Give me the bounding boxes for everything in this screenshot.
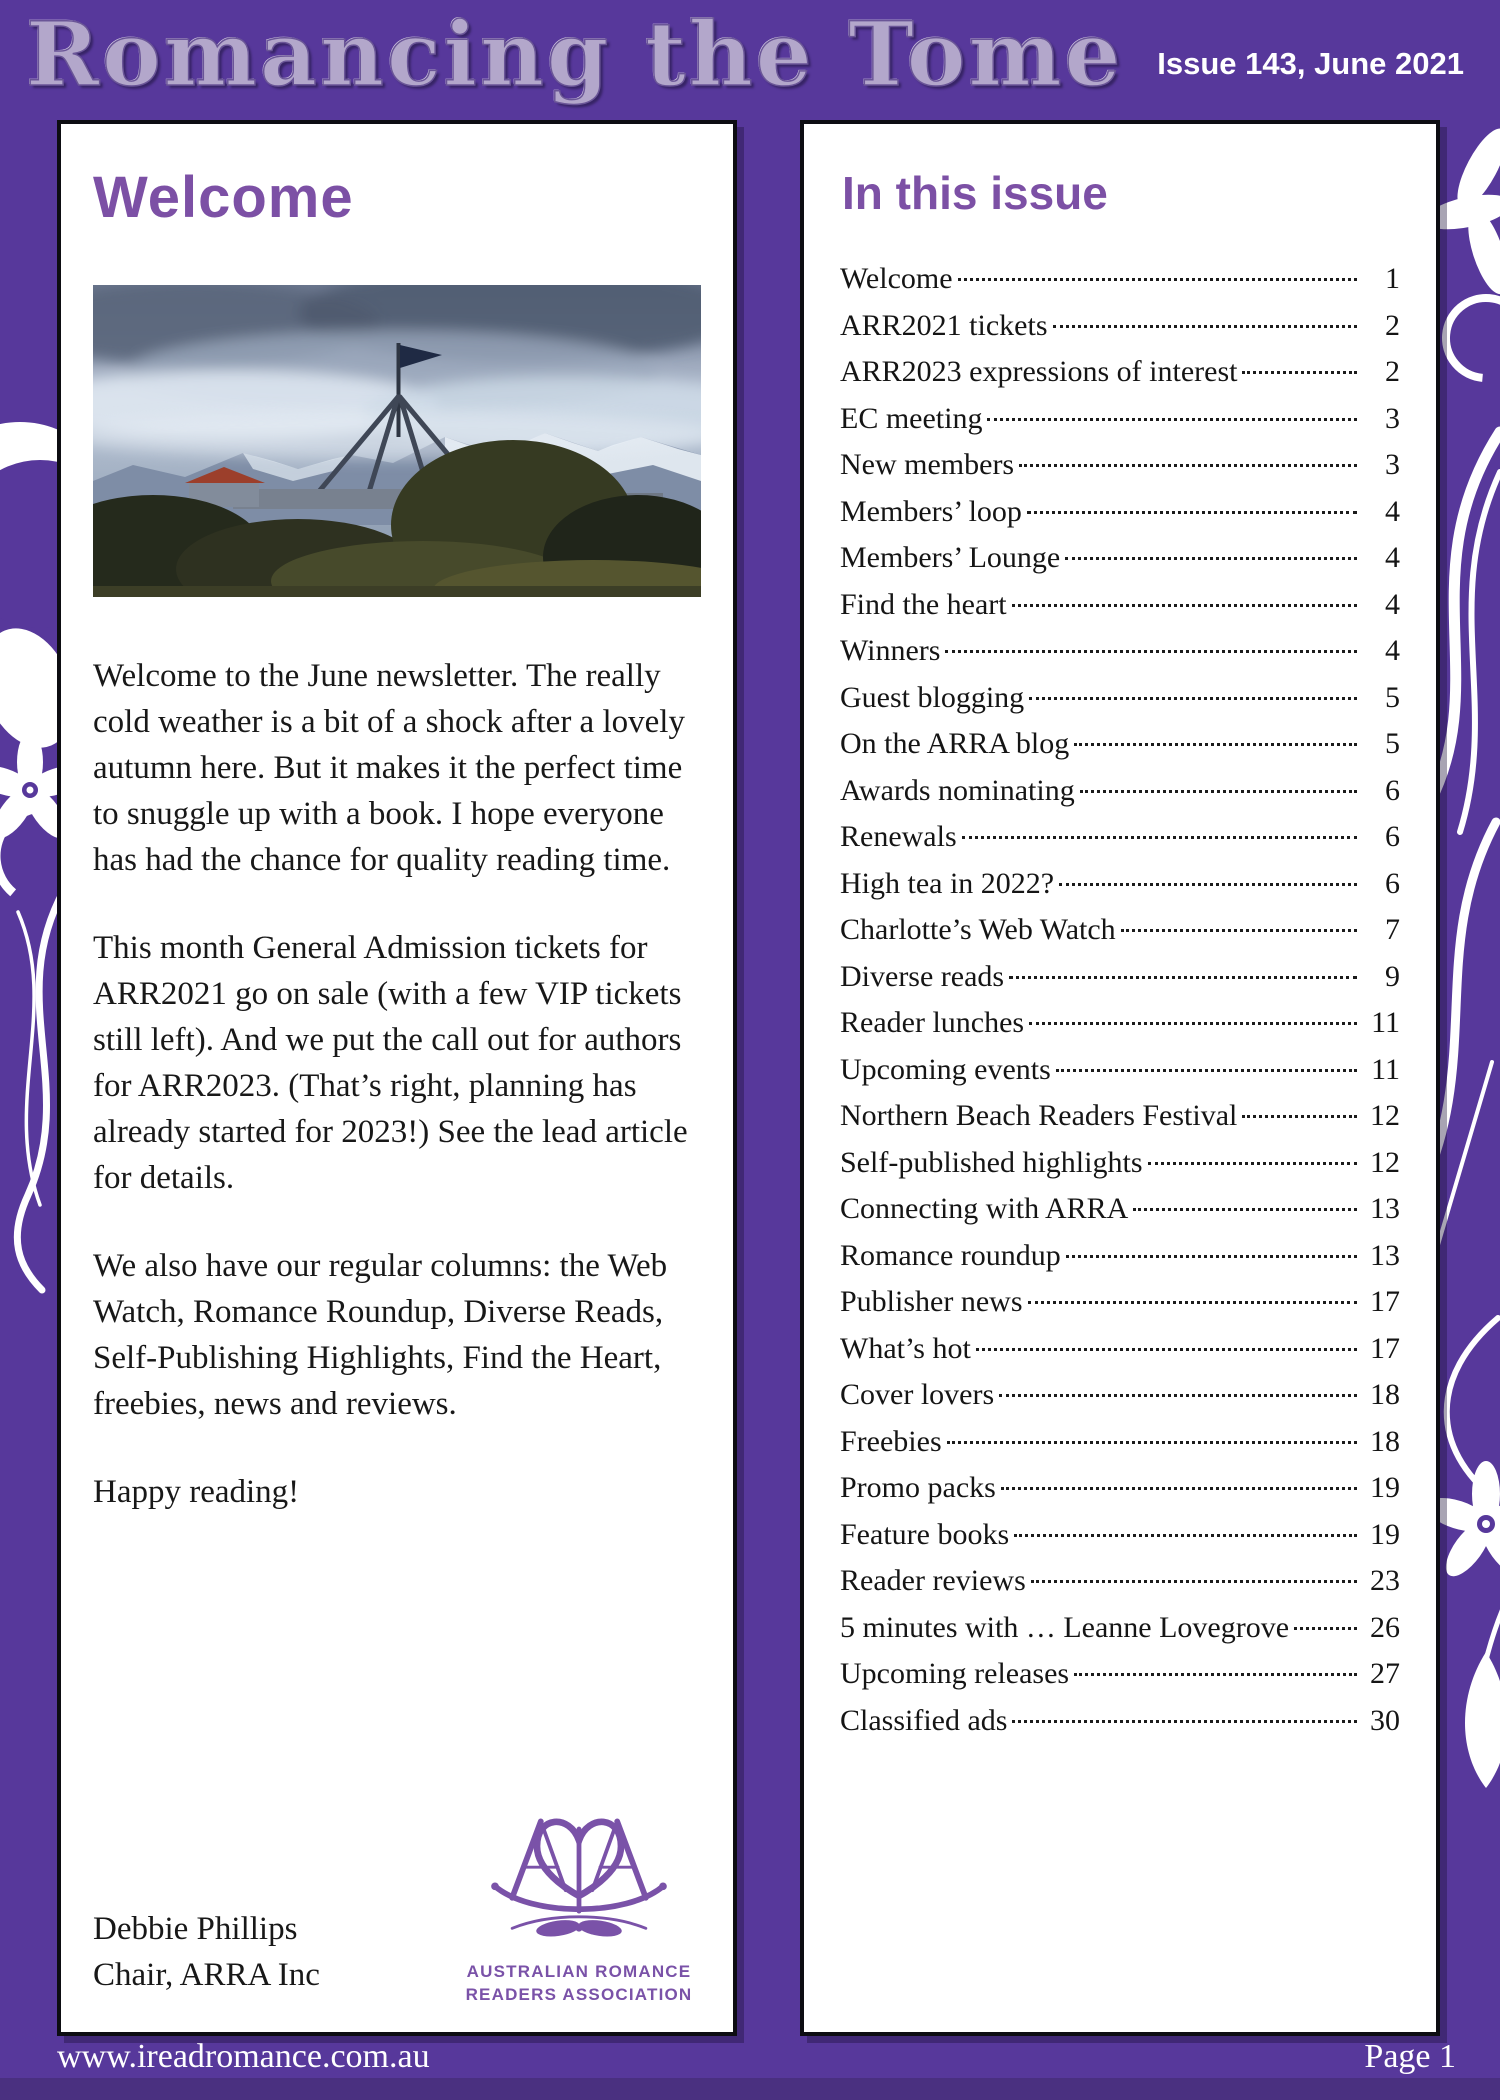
toc-entry-label: Reader lunches <box>840 1006 1025 1039</box>
toc-entry-page: 6 <box>1385 866 1400 900</box>
toc-entry-label: Members’ Lounge <box>840 541 1061 574</box>
arra-logo-caption: AUSTRALIAN ROMANCE READERS ASSOCIATION <box>465 1962 693 2004</box>
toc-entry-label: Cover lovers <box>840 1378 995 1411</box>
toc-entry-label: Guest blogging <box>840 680 1025 714</box>
toc-entry-label: Charlotte’s Web Watch <box>840 913 1116 946</box>
toc-entry-label: 5 minutes with … Leanne Lovegrove <box>840 1610 1290 1644</box>
toc-entry[interactable] <box>840 402 1400 449</box>
toc-leader-dots <box>945 650 1357 653</box>
toc-entry-page: 3 <box>1385 401 1400 435</box>
toc-entry-page: 7 <box>1385 913 1400 946</box>
bottom-edge-strip <box>0 2078 1500 2100</box>
toc-entry-page: 26 <box>1370 1610 1400 1644</box>
toc-entry-label: Classified ads <box>840 1703 1008 1737</box>
toc-entry[interactable] <box>840 1657 1400 1704</box>
toc-entry-page: 6 <box>1385 773 1400 807</box>
toc-leader-dots <box>1080 790 1357 793</box>
toc-entry-label: Find the heart <box>840 587 1007 621</box>
toc-entry-label: Welcome <box>840 262 953 295</box>
toc-leader-dots <box>1133 1208 1357 1211</box>
footer-page-number: Page 1 <box>1364 2038 1456 2075</box>
toc-entry[interactable] <box>840 1285 1400 1332</box>
toc-leader-dots <box>1121 929 1357 932</box>
toc-entry-label: New members <box>840 448 1015 481</box>
toc-entry-page: 6 <box>1385 820 1400 853</box>
toc-leader-dots <box>1014 1534 1357 1537</box>
newsletter-title: Romancing the Tome <box>26 2 1124 106</box>
toc-entry[interactable] <box>840 1611 1400 1658</box>
toc-entry-label: On the ARRA blog <box>840 727 1070 760</box>
toc-entry[interactable] <box>840 681 1400 728</box>
toc-entry-page: 13 <box>1370 1192 1400 1225</box>
toc-entry-label: ARR2021 tickets <box>840 308 1048 342</box>
toc-entry-label: Promo packs <box>840 1471 996 1504</box>
toc-leader-dots <box>1065 557 1357 560</box>
toc-entry-label: Self-published highlights <box>840 1145 1143 1179</box>
toc-entry-page: 1 <box>1385 262 1400 295</box>
toc-leader-dots <box>1242 1115 1357 1118</box>
toc-entry-page: 4 <box>1385 634 1400 667</box>
toc-entry-page: 12 <box>1370 1145 1400 1179</box>
toc-entry-page: 5 <box>1385 727 1400 760</box>
welcome-heading: Welcome <box>93 165 354 230</box>
toc-entry-label: High tea in 2022? <box>840 866 1055 900</box>
toc-entry-page: 11 <box>1371 1006 1400 1039</box>
toc-leader-dots <box>1028 1301 1358 1304</box>
arra-monogram-icon <box>474 1797 684 1947</box>
toc-leader-dots <box>1012 1720 1357 1723</box>
toc-entry-label: What’s hot <box>840 1331 971 1365</box>
toc-entry-page: 12 <box>1370 1099 1400 1132</box>
toc-leader-dots <box>1242 371 1357 374</box>
toc-entry-page: 18 <box>1370 1424 1400 1458</box>
toc-list <box>840 262 1400 1750</box>
toc-entry-label: Feature books <box>840 1517 1010 1551</box>
toc-leader-dots <box>958 278 1357 281</box>
toc-entry-page: 17 <box>1370 1285 1400 1318</box>
toc-column <box>800 120 1440 2036</box>
toc-entry[interactable] <box>840 1704 1400 1751</box>
toc-entry[interactable] <box>840 960 1400 1007</box>
toc-entry-label: Diverse reads <box>840 959 1005 993</box>
toc-entry-page: 4 <box>1385 494 1400 528</box>
toc-entry-label: Winners <box>840 634 941 667</box>
toc-entry-page: 4 <box>1385 541 1400 574</box>
toc-entry-label: Connecting with ARRA <box>840 1192 1129 1225</box>
toc-entry-page: 4 <box>1385 587 1400 621</box>
parliament-house-photo <box>93 285 701 597</box>
toc-entry-page: 2 <box>1385 308 1400 342</box>
toc-entry-page: 11 <box>1371 1052 1400 1086</box>
toc-leader-dots <box>1066 1255 1357 1258</box>
toc-entry[interactable] <box>840 355 1400 402</box>
toc-entry-label: Reader reviews <box>840 1564 1026 1597</box>
toc-leader-dots <box>1031 1580 1357 1583</box>
toc-entry[interactable] <box>840 1332 1400 1379</box>
toc-leader-dots <box>1056 1069 1357 1072</box>
toc-leader-dots <box>1001 1487 1357 1490</box>
toc-entry-page: 13 <box>1370 1238 1400 1272</box>
toc-entry[interactable] <box>840 634 1400 681</box>
welcome-column <box>57 120 737 2036</box>
toc-entry-label: Publisher news <box>840 1285 1023 1318</box>
toc-entry[interactable] <box>840 1425 1400 1472</box>
toc-leader-dots <box>1009 976 1357 979</box>
toc-heading: In this issue <box>842 167 1108 219</box>
footer-website-link[interactable]: www.ireadromance.com.au <box>57 2038 430 2075</box>
toc-entry[interactable] <box>840 1378 1400 1425</box>
toc-entry[interactable] <box>840 541 1400 588</box>
toc-leader-dots <box>1294 1627 1357 1630</box>
toc-entry[interactable] <box>840 1006 1400 1053</box>
toc-entry-page: 2 <box>1385 355 1400 388</box>
welcome-paragraph: Happy reading! <box>93 1474 300 1510</box>
toc-entry[interactable] <box>840 913 1400 960</box>
toc-entry[interactable] <box>840 820 1400 867</box>
toc-entry-label: EC meeting <box>840 401 983 435</box>
toc-entry-page: 30 <box>1370 1703 1400 1737</box>
toc-entry-label: Northern Beach Readers Festival <box>840 1099 1238 1132</box>
toc-entry[interactable] <box>840 1564 1400 1611</box>
toc-leader-dots <box>1148 1162 1358 1165</box>
toc-entry-label: Awards nominating <box>840 773 1075 807</box>
toc-entry[interactable] <box>840 1518 1400 1565</box>
toc-leader-dots <box>1012 604 1357 607</box>
toc-leader-dots <box>962 836 1357 839</box>
toc-leader-dots <box>1053 325 1358 328</box>
toc-entry[interactable] <box>840 867 1400 914</box>
toc-leader-dots <box>1059 883 1357 886</box>
toc-entry-label: Upcoming releases <box>840 1657 1070 1690</box>
signature-name: Debbie Phillips <box>93 1911 298 1947</box>
toc-entry[interactable] <box>840 588 1400 635</box>
page-footer <box>57 2038 1456 2076</box>
issue-label: Issue 143, June 2021 <box>1157 46 1464 81</box>
toc-entry-page: 27 <box>1370 1657 1400 1690</box>
toc-entry[interactable] <box>840 1192 1400 1239</box>
toc-entry[interactable] <box>840 309 1400 356</box>
toc-entry-page: 19 <box>1370 1517 1400 1551</box>
welcome-body <box>93 653 701 1515</box>
signature-block <box>93 1906 320 1998</box>
welcome-paragraph: Welcome to the June newsletter. The really cold weather is a bit of a shock after a lovely autumn here. But it makes it the perfect time to snuggle up with a book. I hope everyone has had the chance for quality reading time. <box>93 658 685 878</box>
toc-entry[interactable] <box>840 1239 1400 1286</box>
signature-role: Chair, ARRA Inc <box>93 1957 320 1993</box>
toc-entry[interactable] <box>840 1471 1400 1518</box>
toc-entry[interactable] <box>840 1053 1400 1100</box>
welcome-paragraph: This month General Admission tickets for ARR2021 go on sale (with a few VIP tickets still left). And we put the call out for authors for ARR2023. (That’s right, planning has already started for 2023!) See the lead article for details. <box>93 930 688 1196</box>
toc-leader-dots <box>1019 464 1357 467</box>
toc-leader-dots <box>1027 511 1357 514</box>
toc-entry[interactable] <box>840 774 1400 821</box>
toc-leader-dots <box>999 1394 1357 1397</box>
toc-leader-dots <box>976 1348 1357 1351</box>
toc-entry-label: Romance roundup <box>840 1238 1061 1272</box>
toc-entry[interactable] <box>840 727 1400 774</box>
toc-leader-dots <box>1074 743 1357 746</box>
toc-entry-label: Freebies <box>840 1424 942 1458</box>
toc-entry-label: ARR2023 expressions of interest <box>840 355 1238 388</box>
welcome-paragraph: We also have our regular columns: the Web Watch, Romance Roundup, Diverse Reads, Self-Publishing Highlights, Find the Heart, freebies, news and reviews. <box>93 1248 668 1422</box>
toc-entry[interactable] <box>840 448 1400 495</box>
toc-entry-label: Upcoming events <box>840 1052 1051 1086</box>
toc-entry-label: Renewals <box>840 820 957 853</box>
toc-entry-page: 23 <box>1370 1564 1400 1597</box>
toc-entry[interactable] <box>840 262 1400 309</box>
toc-entry-page: 5 <box>1385 680 1400 714</box>
toc-entry-page: 3 <box>1385 448 1400 481</box>
toc-entry[interactable] <box>840 1099 1400 1146</box>
toc-entry[interactable] <box>840 1146 1400 1193</box>
toc-entry[interactable] <box>840 495 1400 542</box>
toc-entry-page: 9 <box>1385 959 1400 993</box>
toc-entry-page: 18 <box>1370 1378 1400 1411</box>
toc-leader-dots <box>1074 1673 1357 1676</box>
toc-leader-dots <box>987 418 1357 421</box>
toc-entry-label: Members’ loop <box>840 494 1022 528</box>
toc-entry-page: 19 <box>1370 1471 1400 1504</box>
toc-entry-page: 17 <box>1370 1331 1400 1365</box>
toc-leader-dots <box>1029 697 1357 700</box>
arra-logo <box>453 1797 705 2006</box>
toc-leader-dots <box>947 1441 1357 1444</box>
toc-leader-dots <box>1029 1022 1357 1025</box>
